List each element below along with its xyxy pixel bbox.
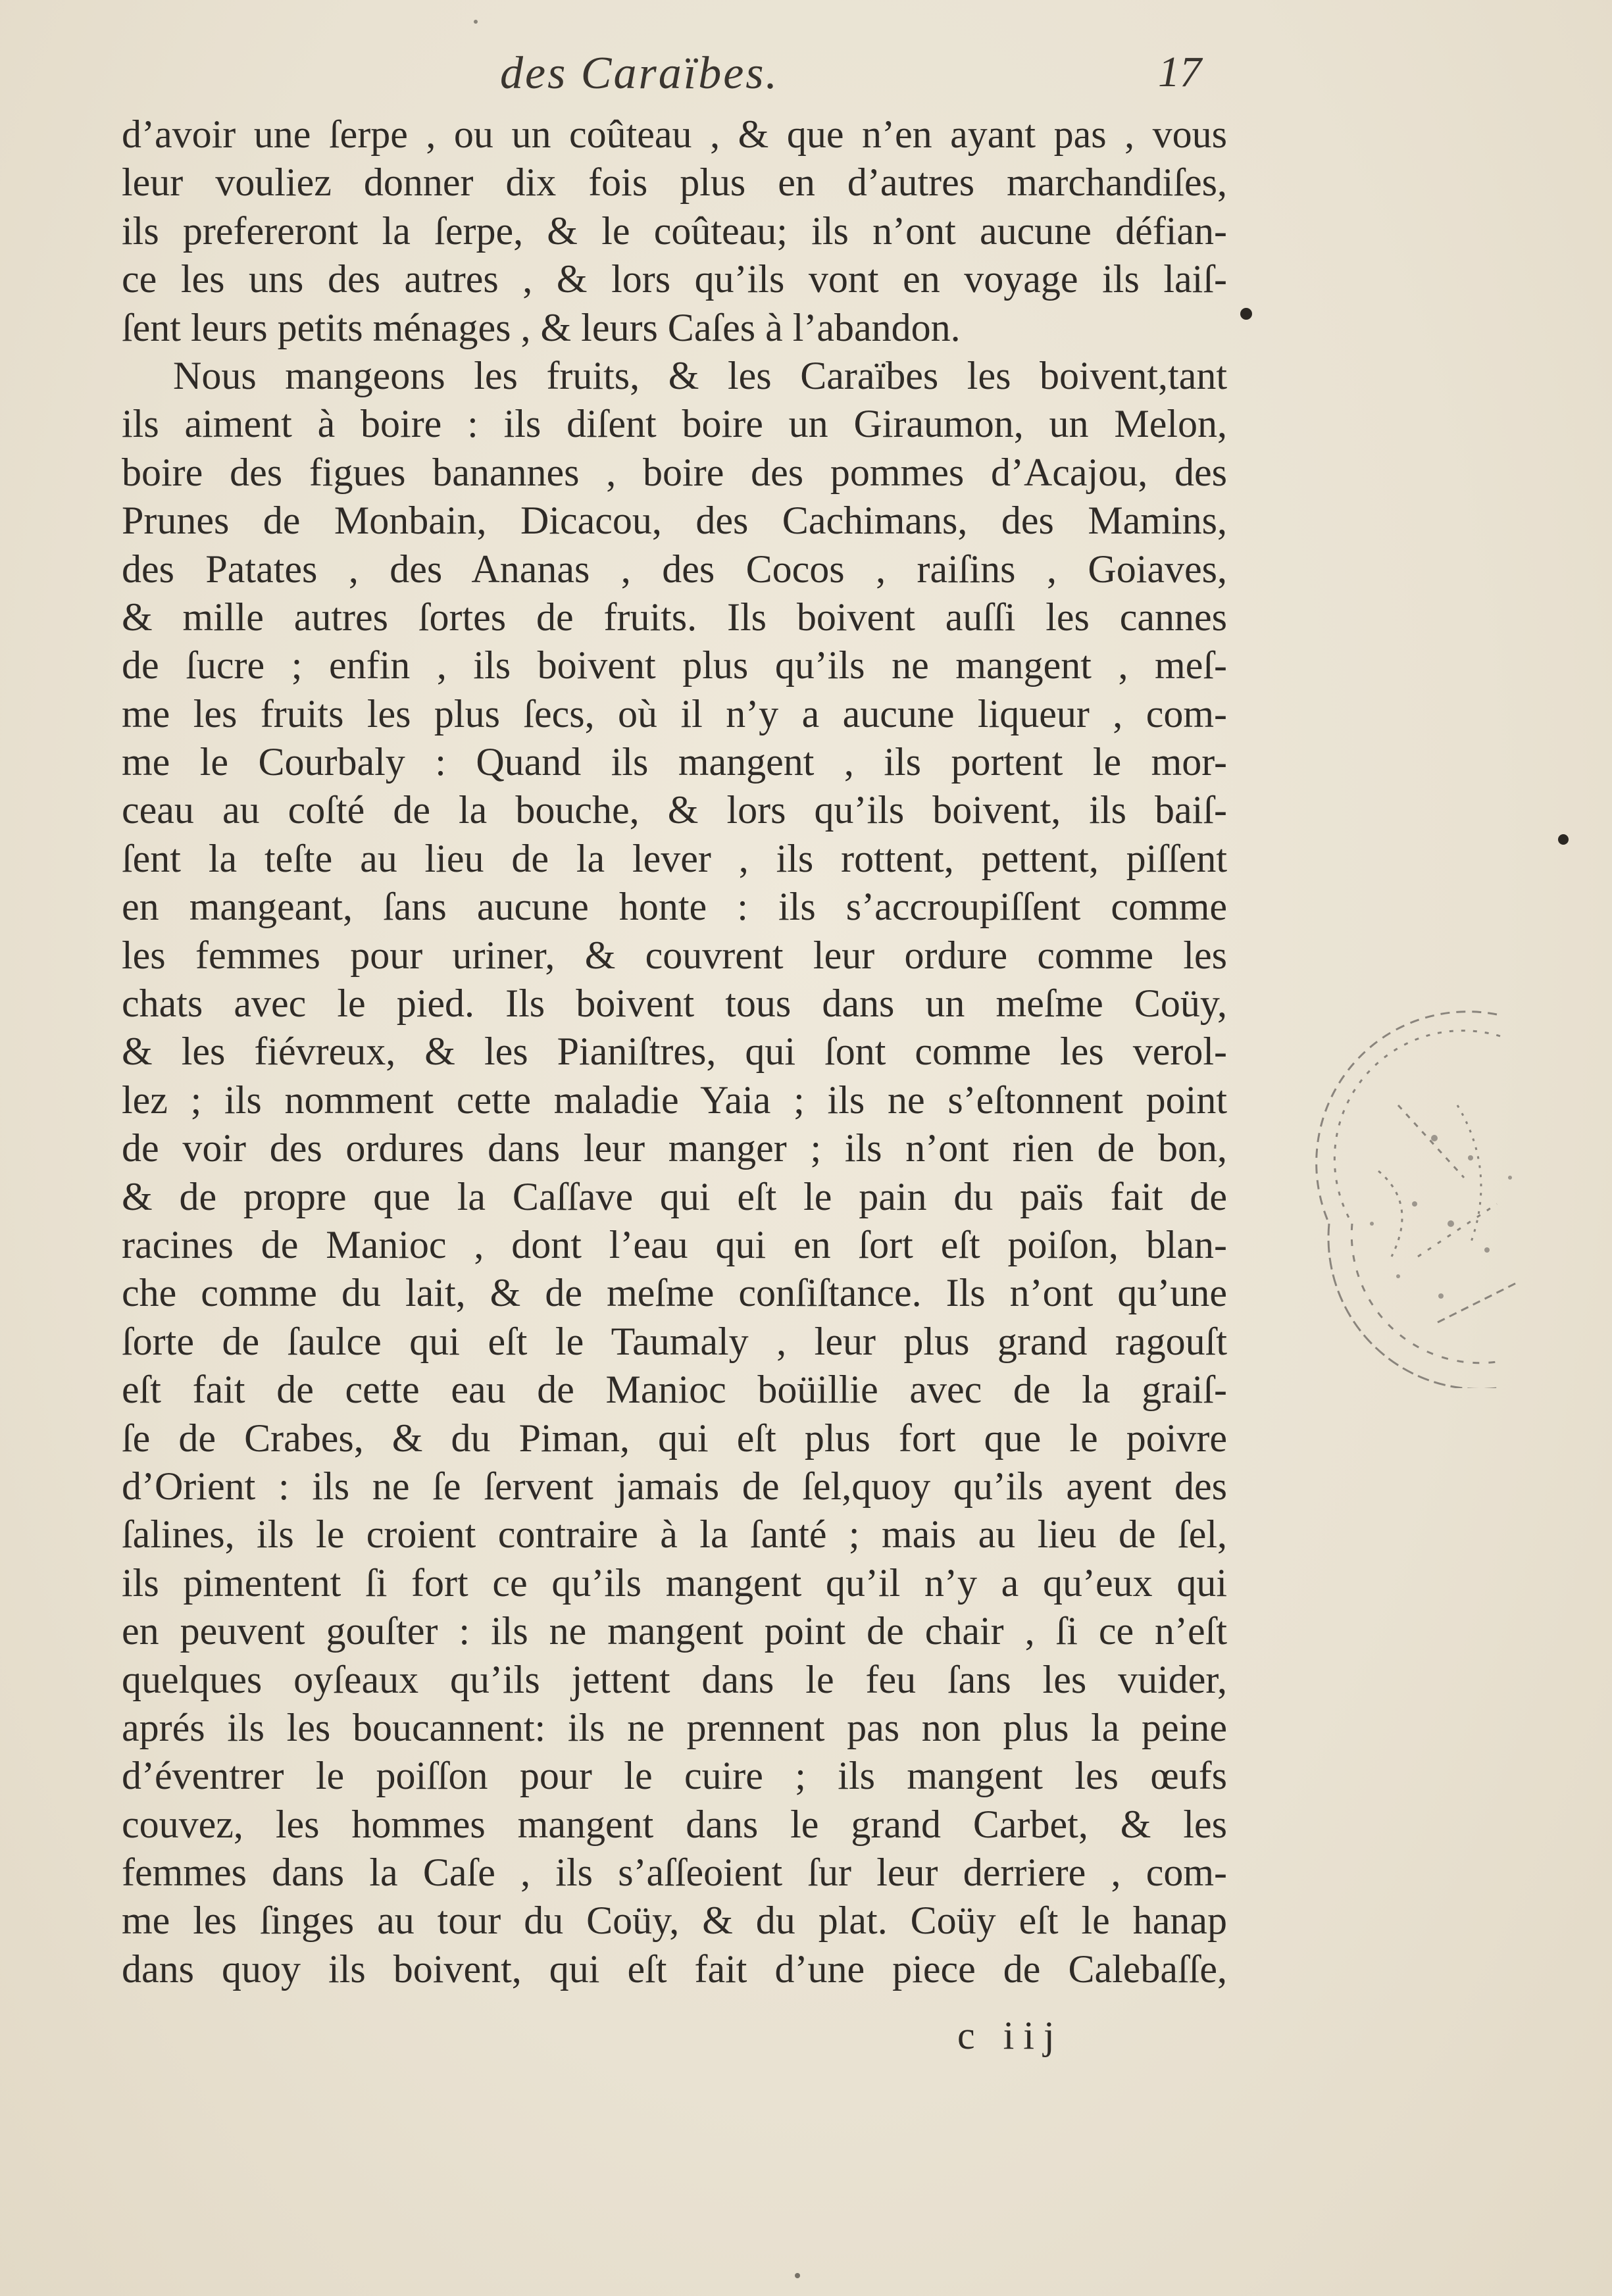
- text-line: Nous mangeons les fruits, & les Caraïbes les boivent,tant: [173, 353, 1227, 397]
- library-stamp-icon: [1299, 1007, 1609, 1388]
- text-line: & les fiévreux, & les Pianiſtres, qui ſont comme les verol-: [122, 1030, 1227, 1074]
- text-line: en mangeant, ſans aucune honte : ils s’accroupiſſent comme: [122, 885, 1227, 929]
- text-line: ceau au coſté de la bouche, & lors qu’ils boivent, ils baiſ-: [122, 788, 1227, 832]
- text-line: ſorte de ſaulce qui eſt le Taumaly , leur plus grand ragouſt: [122, 1319, 1227, 1363]
- page-number: 17: [1158, 48, 1201, 96]
- text-line: de ſucre ; enfin , ils boivent plus qu’ils ne mangent , meſ-: [122, 643, 1227, 687]
- ink-speck: [474, 20, 478, 24]
- text-line: ils aiment à boire : ils diſent boire un Giraumon, un Melon,: [122, 402, 1227, 446]
- text-line: racines de Manioc , dont l’eau qui en ſort eſt poiſon, blan-: [122, 1222, 1227, 1266]
- running-head: des Caraïbes.: [500, 48, 779, 99]
- text-line: lez ; ils nomment cette maladie Yaia ; ils ne s’eſtonnent point: [122, 1078, 1227, 1122]
- text-line: des Patates , des Ananas , des Cocos , raiſins , Goiaves,: [122, 547, 1227, 591]
- text-line: ils pimentent ſi fort ce qu’ils mangent qu’il n’y a qu’eux qui: [122, 1560, 1227, 1605]
- text-line: en peuvent gouſter : ils ne mangent point de chair , ſi ce n’eſt: [122, 1609, 1227, 1653]
- ink-speck: [1240, 308, 1252, 320]
- text-line: d’éventrer le poiſſon pour le cuire ; ils mangent les œufs: [122, 1754, 1227, 1798]
- text-line: Prunes de Monbain, Dicacou, des Cachimans, des Mamins,: [122, 499, 1227, 543]
- text-line: couvez, les hommes mangent dans le grand Carbet, & les: [122, 1802, 1227, 1846]
- text-line: dans quoy ils boivent, qui eſt fait d’une piece de Calebaſſe,: [122, 1947, 1227, 1991]
- ink-speck: [1558, 834, 1569, 845]
- ink-speck: [795, 2273, 800, 2278]
- text-line: aprés ils les boucannent: ils ne prennent pas non plus la peine: [122, 1705, 1227, 1749]
- text-line: ſent la teſte au lieu de la lever , ils rottent, pettent, piſſent: [122, 836, 1227, 880]
- text-line: eſt fait de cette eau de Manioc boüillie avec de la graiſ-: [122, 1368, 1227, 1412]
- body-text: [122, 111, 1227, 1993]
- text-line: boire des figues banannes , boire des pommes d’Acajou, des: [122, 450, 1227, 494]
- text-line: ſalines, ils le croient contraire à la ſanté ; mais au lieu de ſel,: [122, 1512, 1227, 1557]
- text-line: ſe de Crabes, & du Piman, qui eſt plus fort que le poivre: [122, 1416, 1227, 1460]
- text-line: me les ſinges au tour du Coüy, & du plat. Coüy eſt le hanap: [122, 1899, 1227, 1943]
- text-line: ce les uns des autres , & lors qu’ils vont en voyage ils laiſ-: [122, 257, 1227, 301]
- text-line: les femmes pour uriner, & couvrent leur ordure comme les: [122, 933, 1227, 977]
- text-line: chats avec le pied. Ils boivent tous dans un meſme Coüy,: [122, 982, 1227, 1026]
- text-line: ſent leurs petits ménages , & leurs Caſes à l’abandon.: [122, 305, 961, 349]
- signature-mark: c iij: [957, 2014, 1064, 2057]
- text-line: d’Orient : ils ne ſe ſervent jamais de ſel,quoy qu’ils ayent des: [122, 1464, 1227, 1508]
- text-line: che comme du lait, & de meſme conſiſtance. Ils n’ont qu’une: [122, 1271, 1227, 1315]
- text-line: quelques oyſeaux qu’ils jettent dans le feu ſans les vuider,: [122, 1657, 1227, 1701]
- text-line: femmes dans la Caſe , ils s’aſſeoient ſur leur derriere , com-: [122, 1851, 1227, 1895]
- text-line: me le Courbaly : Quand ils mangent , ils portent le mor-: [122, 740, 1227, 784]
- text-line: ils prefereront la ſerpe, & le coûteau; ils n’ont aucune défian-: [122, 209, 1227, 253]
- text-line: leur vouliez donner dix fois plus en d’autres marchandiſes,: [122, 161, 1227, 205]
- text-line: me les fruits les plus ſecs, où il n’y a aucune liqueur , com-: [122, 691, 1227, 736]
- text-line: & de propre que la Caſſave qui eſt le pain du païs fait de: [122, 1174, 1227, 1218]
- text-line: de voir des ordures dans leur manger ; ils n’ont rien de bon,: [122, 1126, 1227, 1170]
- text-line: d’avoir une ſerpe , ou un coûteau , & que n’en ayant pas , vous: [122, 112, 1227, 156]
- text-line: & mille autres ſortes de fruits. Ils boivent auſſi les cannes: [122, 595, 1227, 639]
